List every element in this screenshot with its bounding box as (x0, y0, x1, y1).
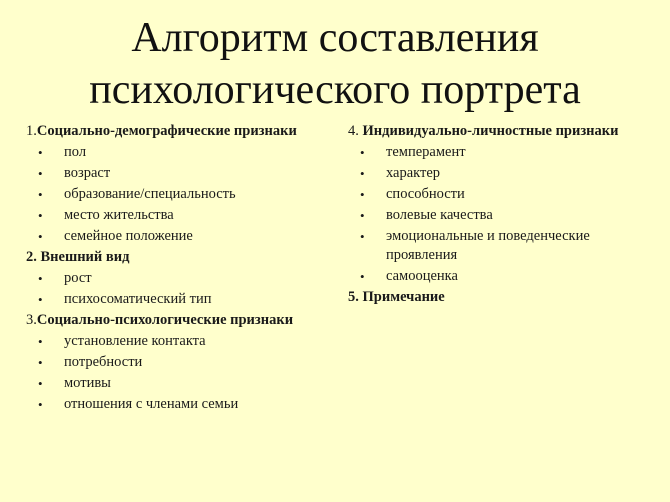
bullet-icon: • (360, 145, 365, 160)
section-heading-3: 3.Социально-психологические признаки (26, 312, 294, 328)
list-item: • образование/специальность (38, 186, 236, 202)
list-item: • темперамент (360, 144, 466, 160)
bullet-icon: • (360, 269, 365, 284)
title-line-1: Алгоритм составления (131, 15, 539, 61)
left-column (26, 120, 326, 416)
bullet-icon: • (38, 397, 43, 412)
bullet-icon: • (38, 271, 43, 286)
bullet-icon: • (38, 334, 43, 349)
bullet-icon: • (38, 208, 43, 223)
list-item: • характер (360, 165, 441, 181)
list-item: • эмоциональные и поведенческие проявления (360, 228, 590, 263)
bullet-icon: • (38, 145, 43, 160)
section-heading-4: 4. Индивидуально-личностные признаки (348, 123, 619, 139)
bullet-icon: • (38, 187, 43, 202)
section-heading-5: 5. Примечание (348, 289, 445, 305)
bullet-icon: • (38, 292, 43, 307)
list-item: • пол (38, 144, 87, 160)
list-item: • установление контакта (38, 333, 206, 349)
section-list-2 (26, 269, 326, 309)
slide-title (0, 12, 670, 116)
bullet-icon: • (38, 376, 43, 391)
section-list-1 (26, 143, 326, 246)
bullet-icon: • (38, 166, 43, 181)
list-item: • место жительства (38, 207, 174, 223)
bullet-icon: • (360, 229, 365, 244)
list-item: • возраст (38, 165, 111, 181)
section-list-3 (26, 332, 326, 414)
list-item: • самооценка (360, 268, 458, 284)
bullet-icon: • (38, 355, 43, 370)
title-line-2: психологического портрета (89, 67, 581, 113)
list-item: • психосоматический тип (38, 291, 212, 307)
list-item: • волевые качества (360, 207, 493, 223)
bullet-icon: • (360, 208, 365, 223)
bullet-icon: • (38, 229, 43, 244)
list-item: • мотивы (38, 375, 111, 391)
bullet-icon: • (360, 187, 365, 202)
section-heading-2: 2. Внешний вид (26, 249, 130, 265)
bullet-icon: • (360, 166, 365, 181)
section-heading-1: 1.Социально-демографические признаки (26, 123, 297, 139)
list-item: • семейное положение (38, 228, 193, 244)
list-item: • потребности (38, 354, 143, 370)
right-column (348, 120, 638, 309)
list-item: • отношения с членами семьи (38, 396, 239, 412)
list-item: • способности (360, 186, 465, 202)
section-list-4 (348, 143, 638, 286)
list-item: • рост (38, 270, 92, 286)
